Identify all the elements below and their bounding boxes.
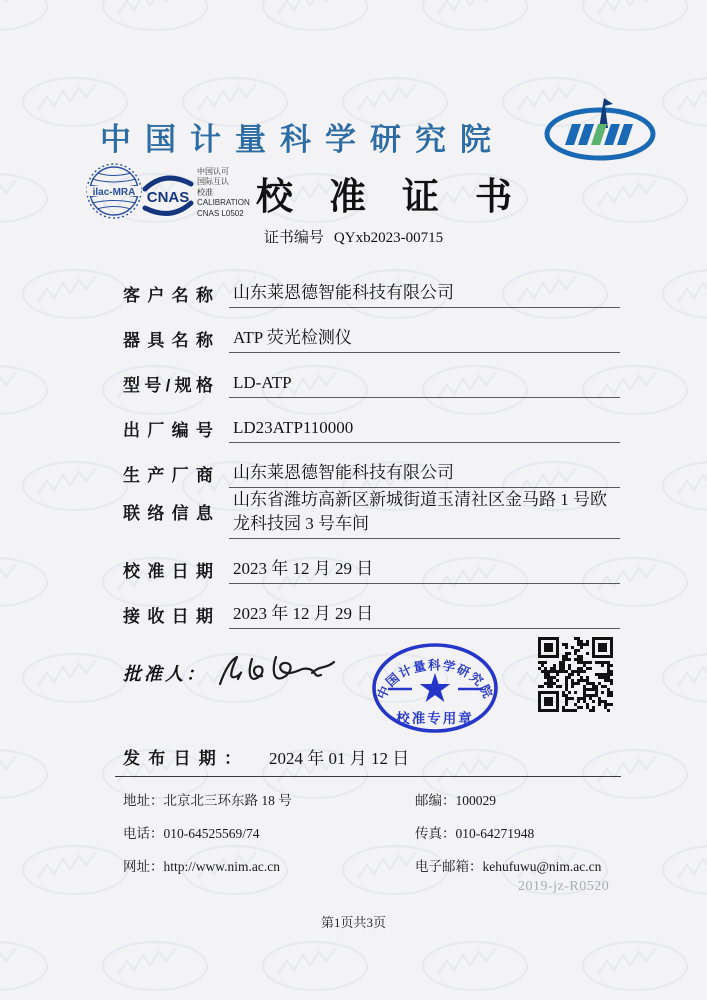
institute-name: 中国计量科学研究院 <box>100 122 505 157</box>
field-value: 山东省潍坊高新区新城街道玉清社区金马路 1 号欧龙科技园 3 号车间 <box>229 488 620 539</box>
fax-label: 传真： <box>415 826 456 841</box>
accreditation-line: CNAS L0502 <box>197 208 244 218</box>
accreditation-line: CALIBRATION <box>197 198 250 208</box>
certificate-number-line <box>0 226 707 247</box>
ilac-mra-logo-icon <box>85 162 143 220</box>
address-label: 地址： <box>123 793 164 808</box>
phone-line <box>123 822 415 842</box>
footer-row <box>123 822 623 842</box>
field-value: 2023 年 12 月 29 日 <box>229 602 620 629</box>
field-row-contact-info <box>123 488 620 539</box>
field-row-calibration-date <box>123 557 620 584</box>
website-label: 网址： <box>123 859 164 874</box>
postcode-value: 100029 <box>455 793 496 808</box>
accreditation-line: 校准 <box>197 187 213 197</box>
phone-value: 010-64525569/74 <box>163 826 260 841</box>
website-line <box>123 855 415 875</box>
field-row-instrument-name <box>123 326 620 353</box>
ilac-mra-logo-text: ilac-MRA <box>92 186 136 198</box>
field-row-customer-name <box>123 281 620 308</box>
field-value: 山东莱恩德智能科技有限公司 <box>229 281 620 308</box>
field-label: 联络信息 <box>123 503 213 523</box>
field-row-manufacturer <box>123 461 620 488</box>
postcode-label: 邮编： <box>415 793 456 808</box>
footer-row <box>123 789 623 809</box>
accreditation-text <box>197 167 257 219</box>
cnas-logo-text: CNAS <box>146 189 190 206</box>
postcode-line <box>415 789 623 809</box>
email-line <box>415 855 623 875</box>
official-stamp <box>369 641 501 736</box>
field-value: 2023 年 12 月 29 日 <box>229 557 620 584</box>
nim-logo-icon <box>543 97 657 161</box>
certificate-title: 校准证书 <box>256 176 548 217</box>
email-label: 电子邮箱： <box>415 859 483 874</box>
accreditation-line: 中国认可 <box>197 167 229 176</box>
certificate-number-label: 证书编号 <box>263 230 324 246</box>
document-code: 2019-jz-R0520 <box>518 879 610 894</box>
field-label: 生产厂商 <box>123 466 213 485</box>
field-row-model-spec <box>123 371 620 398</box>
field-label: 客户名称 <box>123 286 213 305</box>
field-row-receipt-date <box>123 602 620 629</box>
fax-value: 010-64271948 <box>455 826 535 841</box>
approver-label: 批准人： <box>123 664 207 684</box>
issue-date-value: 2024 年 01 月 12 日 <box>269 749 410 768</box>
accreditation-line: 国际互认 <box>197 177 229 187</box>
field-value: LD23ATP110000 <box>229 416 620 443</box>
certificate-number: QYxb2023-00715 <box>333 230 444 246</box>
certificate-fields <box>123 281 620 647</box>
address-value: 北京北三环东路 18 号 <box>163 793 292 808</box>
footer-row <box>123 855 623 875</box>
qr-code <box>538 637 613 712</box>
fax-line <box>415 822 623 842</box>
field-label: 器具名称 <box>123 331 213 350</box>
issue-date-row <box>123 744 409 769</box>
field-label: 校准日期 <box>123 562 213 581</box>
cnas-logo-icon <box>141 173 195 219</box>
footer-divider <box>115 776 621 777</box>
approver-signature <box>212 648 344 698</box>
field-value: ATP 荧光检测仪 <box>229 326 620 353</box>
field-label: 接收日期 <box>123 607 213 626</box>
field-value: 山东莱恩德智能科技有限公司 <box>229 461 620 488</box>
contact-footer <box>123 789 623 888</box>
field-row-serial-number <box>123 416 620 443</box>
issue-date-label: 发布日期： <box>123 749 241 768</box>
address-line <box>123 789 415 809</box>
stamp-top-text: 中国计量科学研究院 <box>374 658 496 702</box>
field-label: 型号/规格 <box>123 376 213 395</box>
field-value: LD-ATP <box>229 371 620 398</box>
email-value: kehufuwu@nim.ac.cn <box>482 859 602 874</box>
field-label: 出厂编号 <box>123 421 213 440</box>
page-number: 第1页共3页 <box>320 915 386 930</box>
phone-label: 电话： <box>123 826 164 841</box>
stamp-bottom-text: 校准专用章 <box>396 711 474 726</box>
website-value: http://www.nim.ac.cn <box>163 859 280 874</box>
